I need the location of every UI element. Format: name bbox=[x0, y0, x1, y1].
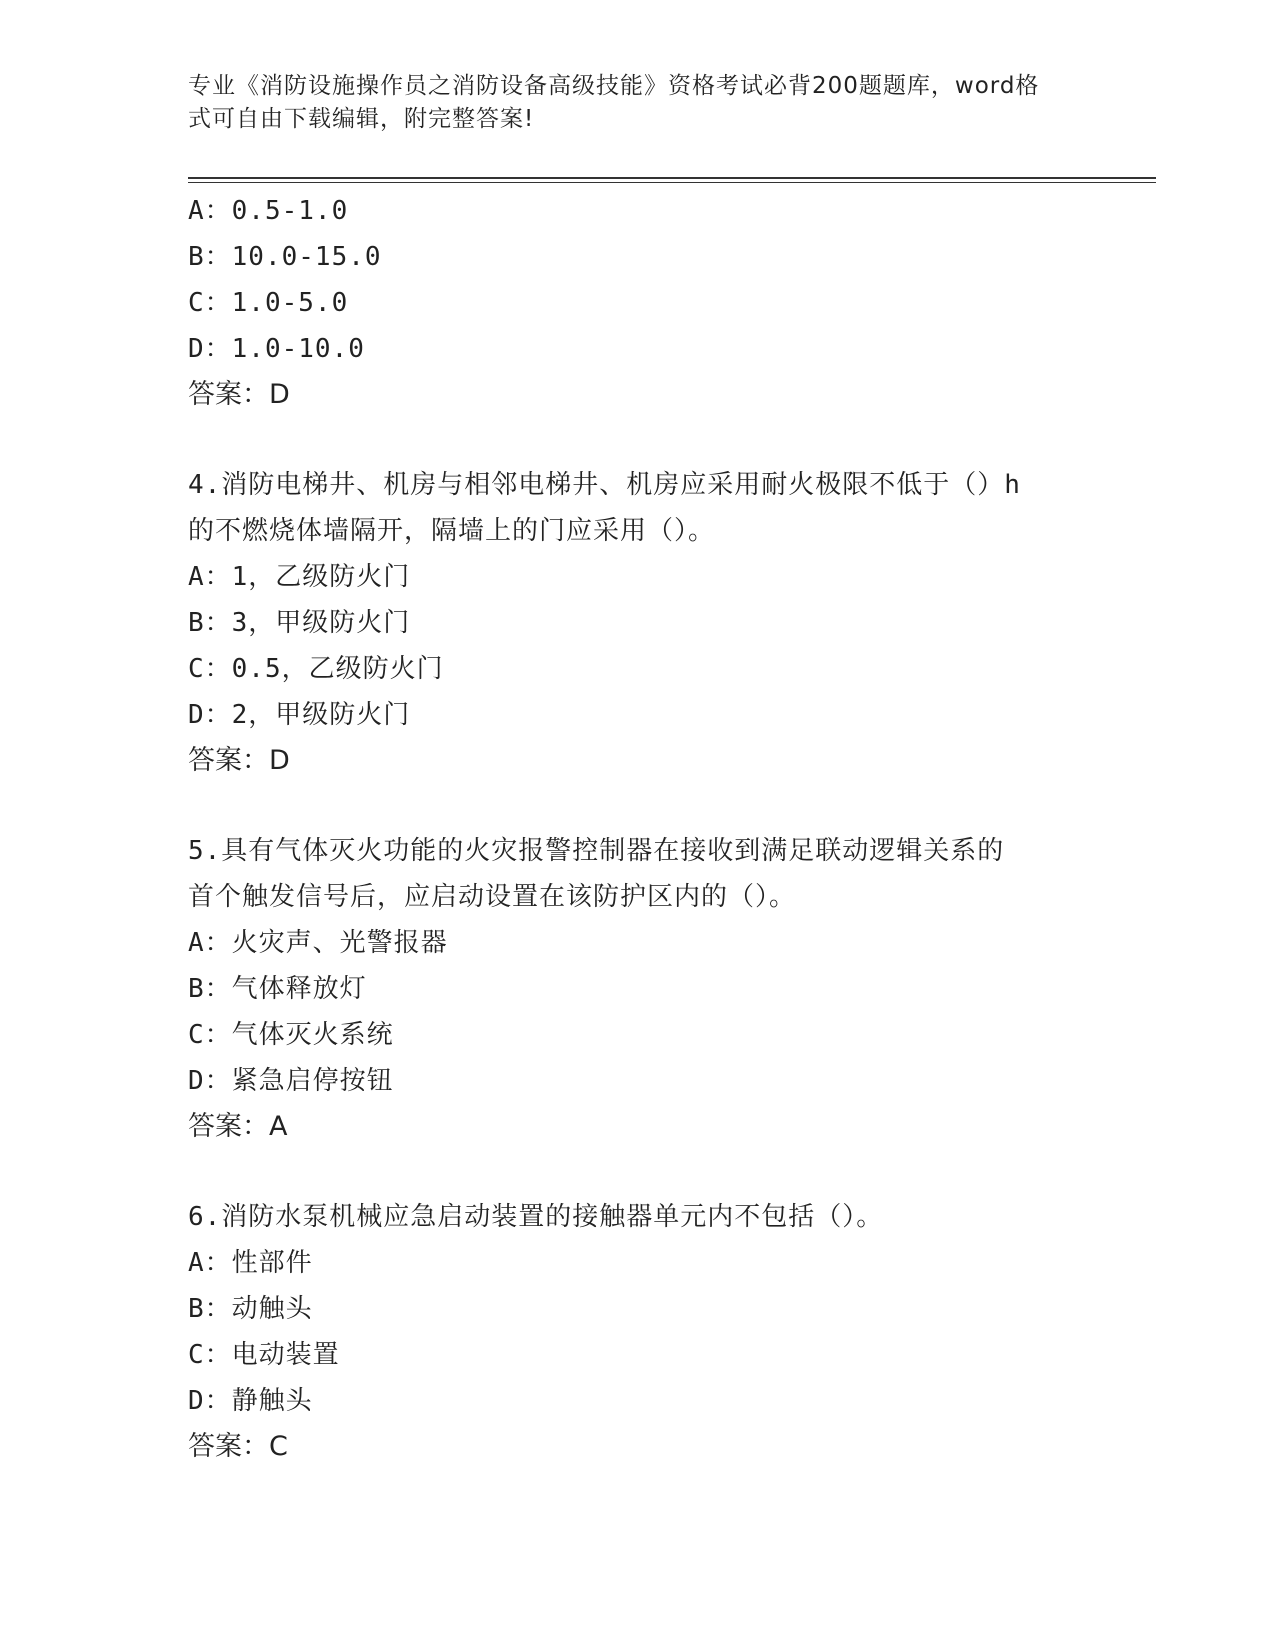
question-stem-line-1: 4.消防电梯井、机房与相邻电梯井、机房应采用耐火极限不低于（）h bbox=[188, 470, 1021, 500]
option-b: B：10.0-15.0 bbox=[188, 242, 382, 272]
question-stem-line-1: 5.具有气体灭火功能的火灾报警控制器在接收到满足联动逻辑关系的 bbox=[188, 836, 1005, 866]
answer: 答案：D bbox=[188, 745, 290, 776]
option-b: B：3，甲级防火门 bbox=[188, 608, 411, 638]
answer: 答案：C bbox=[188, 1431, 288, 1462]
option-c: C：0.5，乙级防火门 bbox=[188, 654, 444, 684]
option-a: A：1，乙级防火门 bbox=[188, 562, 411, 592]
spacer bbox=[188, 784, 1088, 828]
option-a: A：性部件 bbox=[188, 1248, 313, 1278]
option-b: B：动触头 bbox=[188, 1294, 313, 1324]
option-c: C：气体灭火系统 bbox=[188, 1020, 394, 1050]
header-divider-thick bbox=[188, 177, 1156, 179]
answer: 答案：D bbox=[188, 379, 290, 410]
question-stem-line-1: 6.消防水泵机械应急启动装置的接触器单元内不包括（）。 bbox=[188, 1202, 884, 1232]
header-divider-thin bbox=[188, 182, 1156, 183]
option-d: D：1.0-10.0 bbox=[188, 334, 365, 364]
spacer bbox=[188, 1150, 1088, 1194]
option-d: D：紧急启停按钮 bbox=[188, 1066, 394, 1096]
option-a: A：0.5-1.0 bbox=[188, 196, 349, 226]
answer: 答案：A bbox=[188, 1111, 288, 1142]
document-header bbox=[188, 70, 1088, 136]
question-stem-line-2: 的不燃烧体墙隔开，隔墙上的门应采用（）。 bbox=[188, 516, 716, 546]
question-list bbox=[188, 188, 1088, 1470]
question-4 bbox=[188, 462, 1088, 784]
option-c: C：1.0-5.0 bbox=[188, 288, 349, 318]
option-d: D：静触头 bbox=[188, 1386, 313, 1416]
option-a: A：火灾声、光警报器 bbox=[188, 928, 448, 958]
question-5 bbox=[188, 828, 1088, 1150]
question-6 bbox=[188, 1194, 1088, 1470]
question-3 bbox=[188, 188, 1088, 418]
header-line-1: 专业《消防设施操作员之消防设备高级技能》资格考试必背200题题库，word格 bbox=[188, 73, 1040, 99]
question-stem-line-2: 首个触发信号后，应启动设置在该防护区内的（）。 bbox=[188, 882, 797, 912]
option-b: B：气体释放灯 bbox=[188, 974, 367, 1004]
header-line-2: 式可自由下载编辑，附完整答案! bbox=[188, 106, 535, 132]
option-c: C：电动装置 bbox=[188, 1340, 340, 1370]
spacer bbox=[188, 418, 1088, 462]
option-d: D：2，甲级防火门 bbox=[188, 700, 411, 730]
